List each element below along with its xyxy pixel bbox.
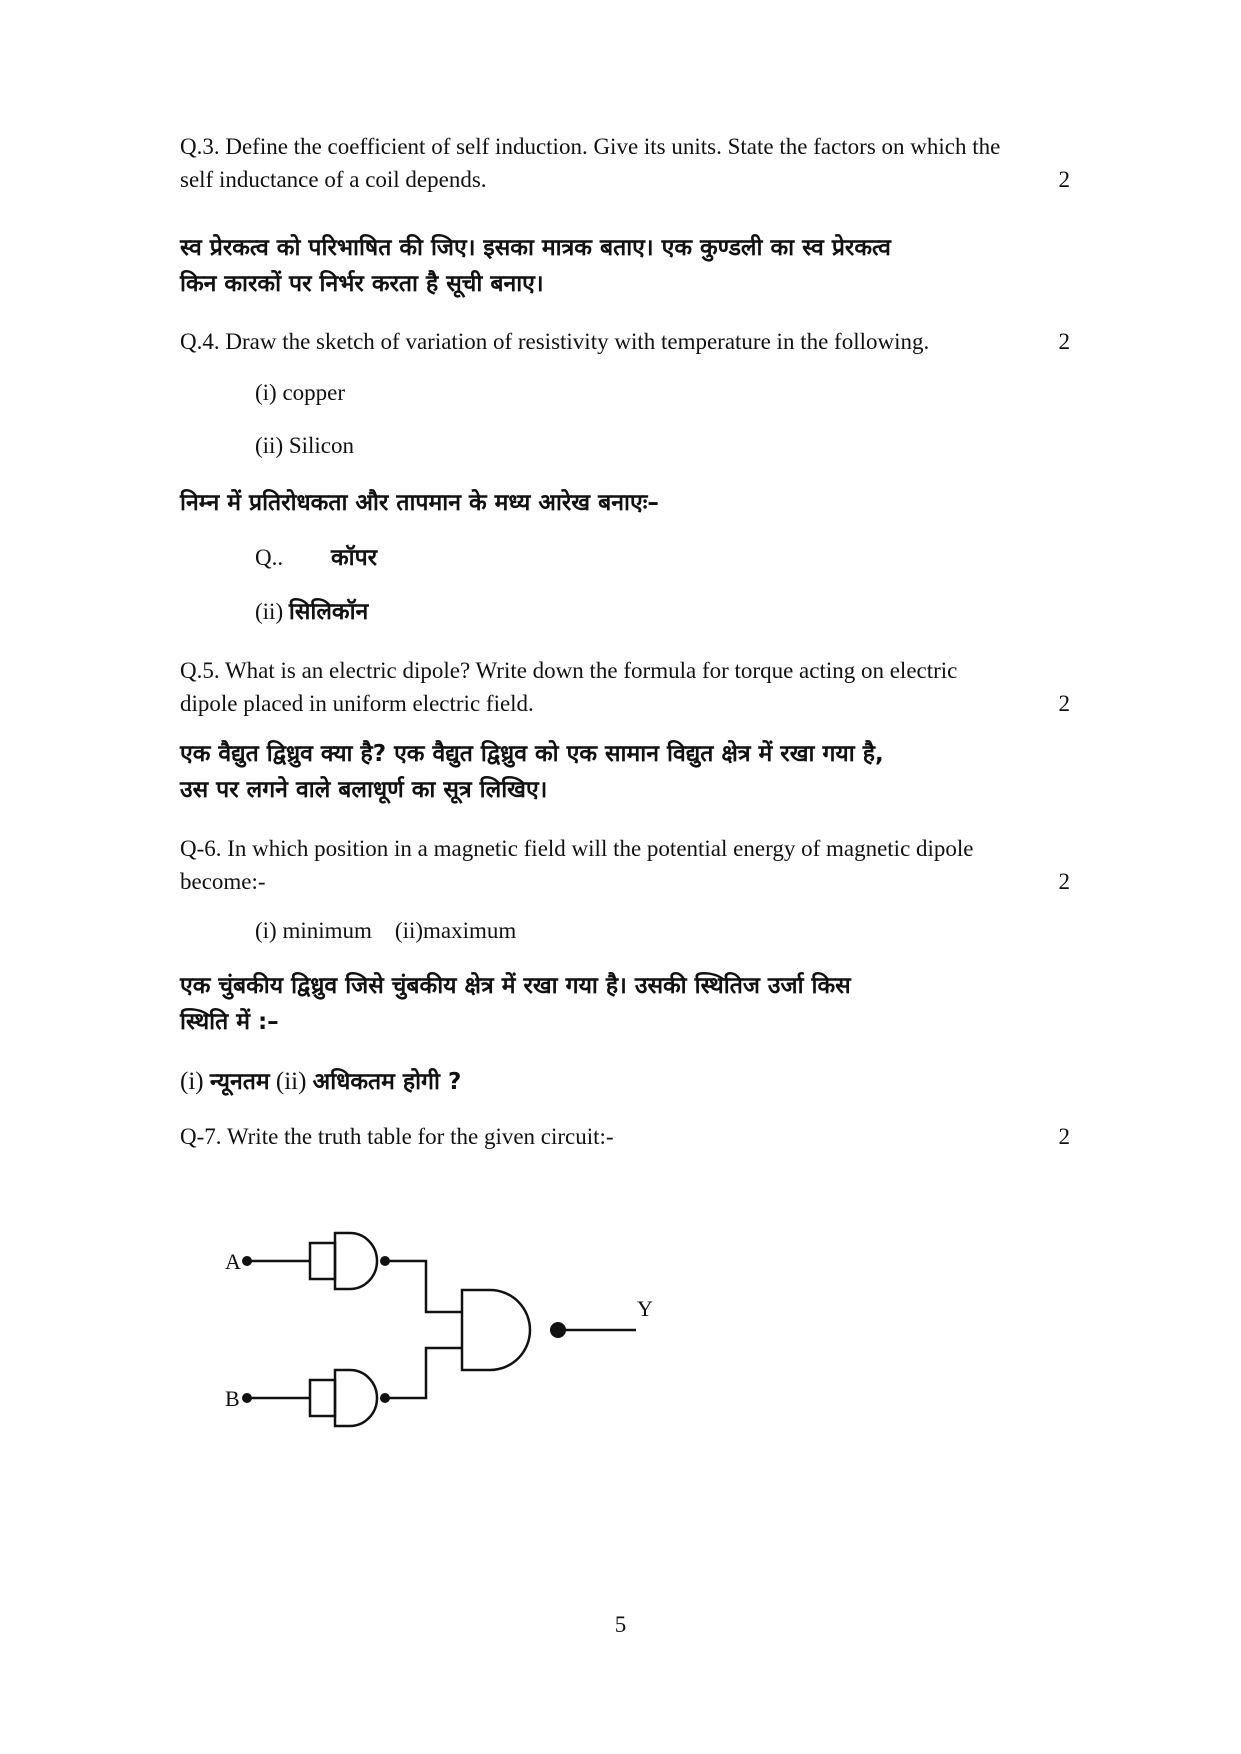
gate1-input-box [310, 1243, 335, 1279]
q5-hindi-line2: उस पर लगने वाले बलाधूर्ण का सूत्र लिखिए। [180, 777, 548, 803]
input-b-label: B [225, 1386, 240, 1411]
q6-hindi [180, 968, 1080, 1040]
q4-hindi-option-2-label: (ii) [255, 599, 284, 624]
q5-hindi-line1: एक वैद्युत द्विध्रुव क्या है? एक वैद्युत द्विध्रुव को एक सामान विद्युत क्षेत्र में रखा गया है, [180, 741, 884, 767]
output-y-label: Y [637, 1296, 653, 1321]
q3-hindi-line1: स्व प्रेरकत्व को परिभाषित की जिए। इसका मात्रक बताए। एक कुण्डली का स्व प्रेरकत्व [180, 235, 891, 261]
page-number: 5 [614, 1612, 627, 1637]
q3-marks: 2 [1058, 167, 1070, 192]
q5-marks: 2 [1058, 691, 1070, 716]
gate2-body [335, 1370, 377, 1426]
q6-hindi-opt-d: अधिकतम होगी ? [312, 1069, 462, 1095]
wire-gate1-to-gate3 [385, 1261, 462, 1312]
q4-english: Q.4. Draw the sketch of variation of resistivity with temperature in the following. [180, 329, 930, 354]
q6-options: (i) minimum (ii)maximum [255, 918, 517, 943]
q3-line2: self inductance of a coil depends. [180, 167, 487, 192]
q6-marks: 2 [1058, 869, 1070, 894]
q6-english [180, 832, 1080, 898]
q4-hindi: निम्न में प्रतिरोधकता और तापमान के मध्य आरेख बनाएः– [180, 490, 659, 516]
q3-english [180, 130, 1080, 196]
q6-hindi-line2: स्थिति में :– [180, 1009, 279, 1035]
gate1-body [335, 1233, 377, 1289]
q6-line2: become:- [180, 869, 266, 894]
input-a-label: A [225, 1249, 241, 1274]
q7-marks: 2 [1058, 1124, 1070, 1149]
q6-hindi-opt-c: (ii) [275, 1068, 307, 1095]
q6-hindi-line1: एक चुंबकीय द्विध्रुव जिसे चुंबकीय क्षेत्र में रखा गया है। उसकी स्थितिज उर्जा किस [180, 973, 851, 999]
q6-hindi-options [180, 1064, 1080, 1100]
q4-hindi-option-1 [255, 540, 377, 576]
gate2-inversion-bubble [380, 1393, 390, 1403]
q4-option-2: (ii) Silicon [255, 433, 355, 458]
q7-english: Q-7. Write the truth table for the given circuit:- [180, 1124, 614, 1149]
q6-hindi-opt-b: न्यूनतम [209, 1069, 270, 1095]
q4-option-1: (i) copper [255, 380, 346, 405]
q5-line2: dipole placed in uniform electric field. [180, 691, 534, 716]
input-a-terminal [242, 1256, 252, 1266]
q3-hindi-line2: किन कारकों पर निर्भर करता है सूची बनाए। [180, 271, 544, 297]
logic-circuit-diagram [200, 1210, 680, 1440]
q5-hindi [180, 736, 1080, 808]
gate3-body [462, 1290, 530, 1370]
gate2-input-box [310, 1380, 335, 1416]
input-b-terminal [242, 1393, 252, 1403]
q4-hindi-option-2-text: सिलिकॉन [288, 599, 369, 625]
q6-line1: Q-6. In which position in a magnetic field will the potential energy of magnetic dipole [180, 836, 974, 861]
q4-marks: 2 [1058, 329, 1070, 354]
q4-hindi-option-1-label: Q.. [255, 545, 284, 570]
q5-english [180, 654, 1080, 720]
q6-hindi-opt-a: (i) [180, 1068, 204, 1095]
q4-hindi-option-1-text: कॉपर [331, 545, 378, 571]
q3-line1: Q.3. Define the coefficient of self induction. Give its units. State the factors on which the [180, 134, 1001, 159]
q3-hindi [180, 230, 1080, 302]
gate3-inversion-bubble [550, 1322, 566, 1338]
wire-gate2-to-gate3 [385, 1348, 462, 1398]
q5-line1: Q.5. What is an electric dipole? Write down the formula for torque acting on electric [180, 658, 958, 683]
gate1-inversion-bubble [380, 1256, 390, 1266]
q4-hindi-option-2 [255, 594, 368, 630]
